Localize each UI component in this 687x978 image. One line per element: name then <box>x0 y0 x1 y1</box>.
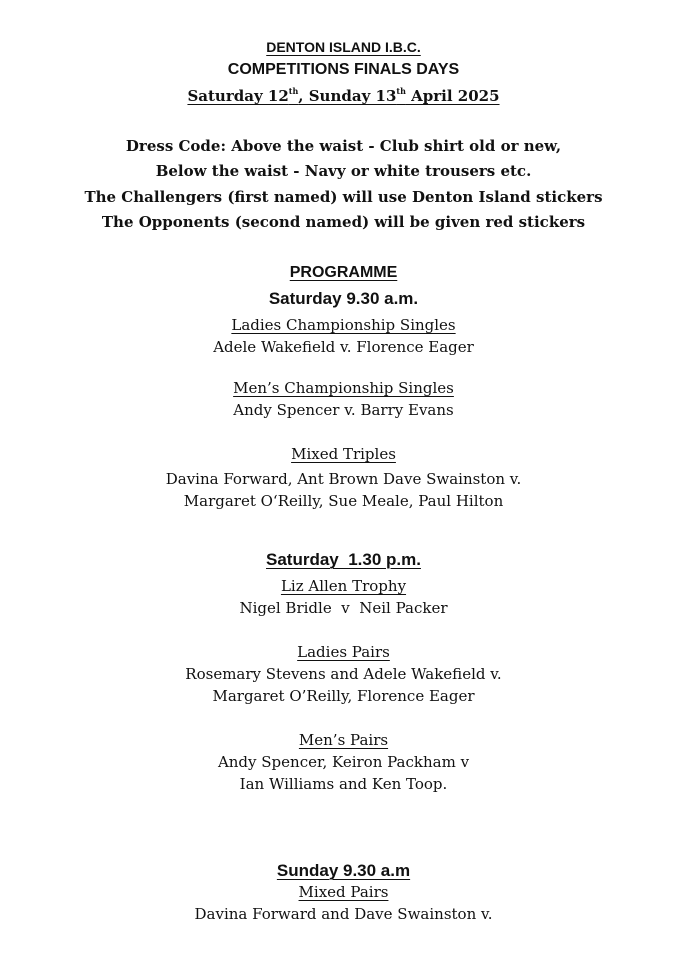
session-title-saturday-afternoon: Saturday 1.30 p.m. <box>266 550 421 569</box>
date-sunday-suffix: th <box>396 86 406 96</box>
event-players: Adele Wakefield v. Florence Eager <box>213 338 474 356</box>
event-players: Margaret O‘Reilly, Sue Meale, Paul Hilton <box>183 492 504 510</box>
event-players: Margaret O’Reilly, Florence Eager <box>212 687 475 705</box>
opponents-note: The Opponents (second named) will be given red stickers <box>101 213 586 231</box>
challengers-note: The Challengers (first named) will use Denton Island stickers <box>84 188 603 206</box>
date-month-year: April 2025 <box>405 87 500 105</box>
document-title: COMPETITIONS FINALS DAYS <box>227 61 460 78</box>
dress-code-note-2: Below the waist - Navy or white trousers etc. <box>155 162 532 180</box>
event-name: Liz Allen Trophy <box>280 577 407 595</box>
event-name: Ladies Championship Singles <box>231 316 456 334</box>
date-saturday: Saturday 12 <box>187 87 289 105</box>
event-name: Ladies Pairs <box>297 643 390 661</box>
date-sunday: , Sunday 13 <box>298 87 397 105</box>
event-name: Mixed Triples <box>291 445 396 463</box>
event-dates <box>0 86 687 106</box>
dress-code-note: Dress Code: Above the waist - Club shirt old or new, <box>125 137 562 155</box>
event-name: Men’s Pairs <box>298 731 389 749</box>
date-saturday-suffix: th <box>288 86 299 96</box>
event-players: Davina Forward and Dave Swainston v. <box>194 905 493 923</box>
event-players: Davina Forward, Ant Brown Dave Swainston v. <box>165 470 522 488</box>
event-name: Mixed Pairs <box>298 883 389 901</box>
event-name: Men’s Championship Singles <box>233 379 454 397</box>
session-title-saturday-morning: Saturday 9.30 a.m. <box>268 289 419 308</box>
club-name: DENTON ISLAND I.B.C. <box>266 39 421 55</box>
programme-heading: PROGRAMME <box>289 264 398 281</box>
event-players: Ian Williams and Ken Toop. <box>239 775 448 793</box>
event-players: Nigel Bridle v Neil Packer <box>239 599 448 617</box>
event-players: Andy Spencer, Keiron Packham v <box>217 753 470 771</box>
session-title-sunday-morning: Sunday 9.30 a.m <box>276 861 411 880</box>
event-players: Rosemary Stevens and Adele Wakefield v. <box>185 665 502 683</box>
event-players: Andy Spencer v. Barry Evans <box>233 401 454 419</box>
